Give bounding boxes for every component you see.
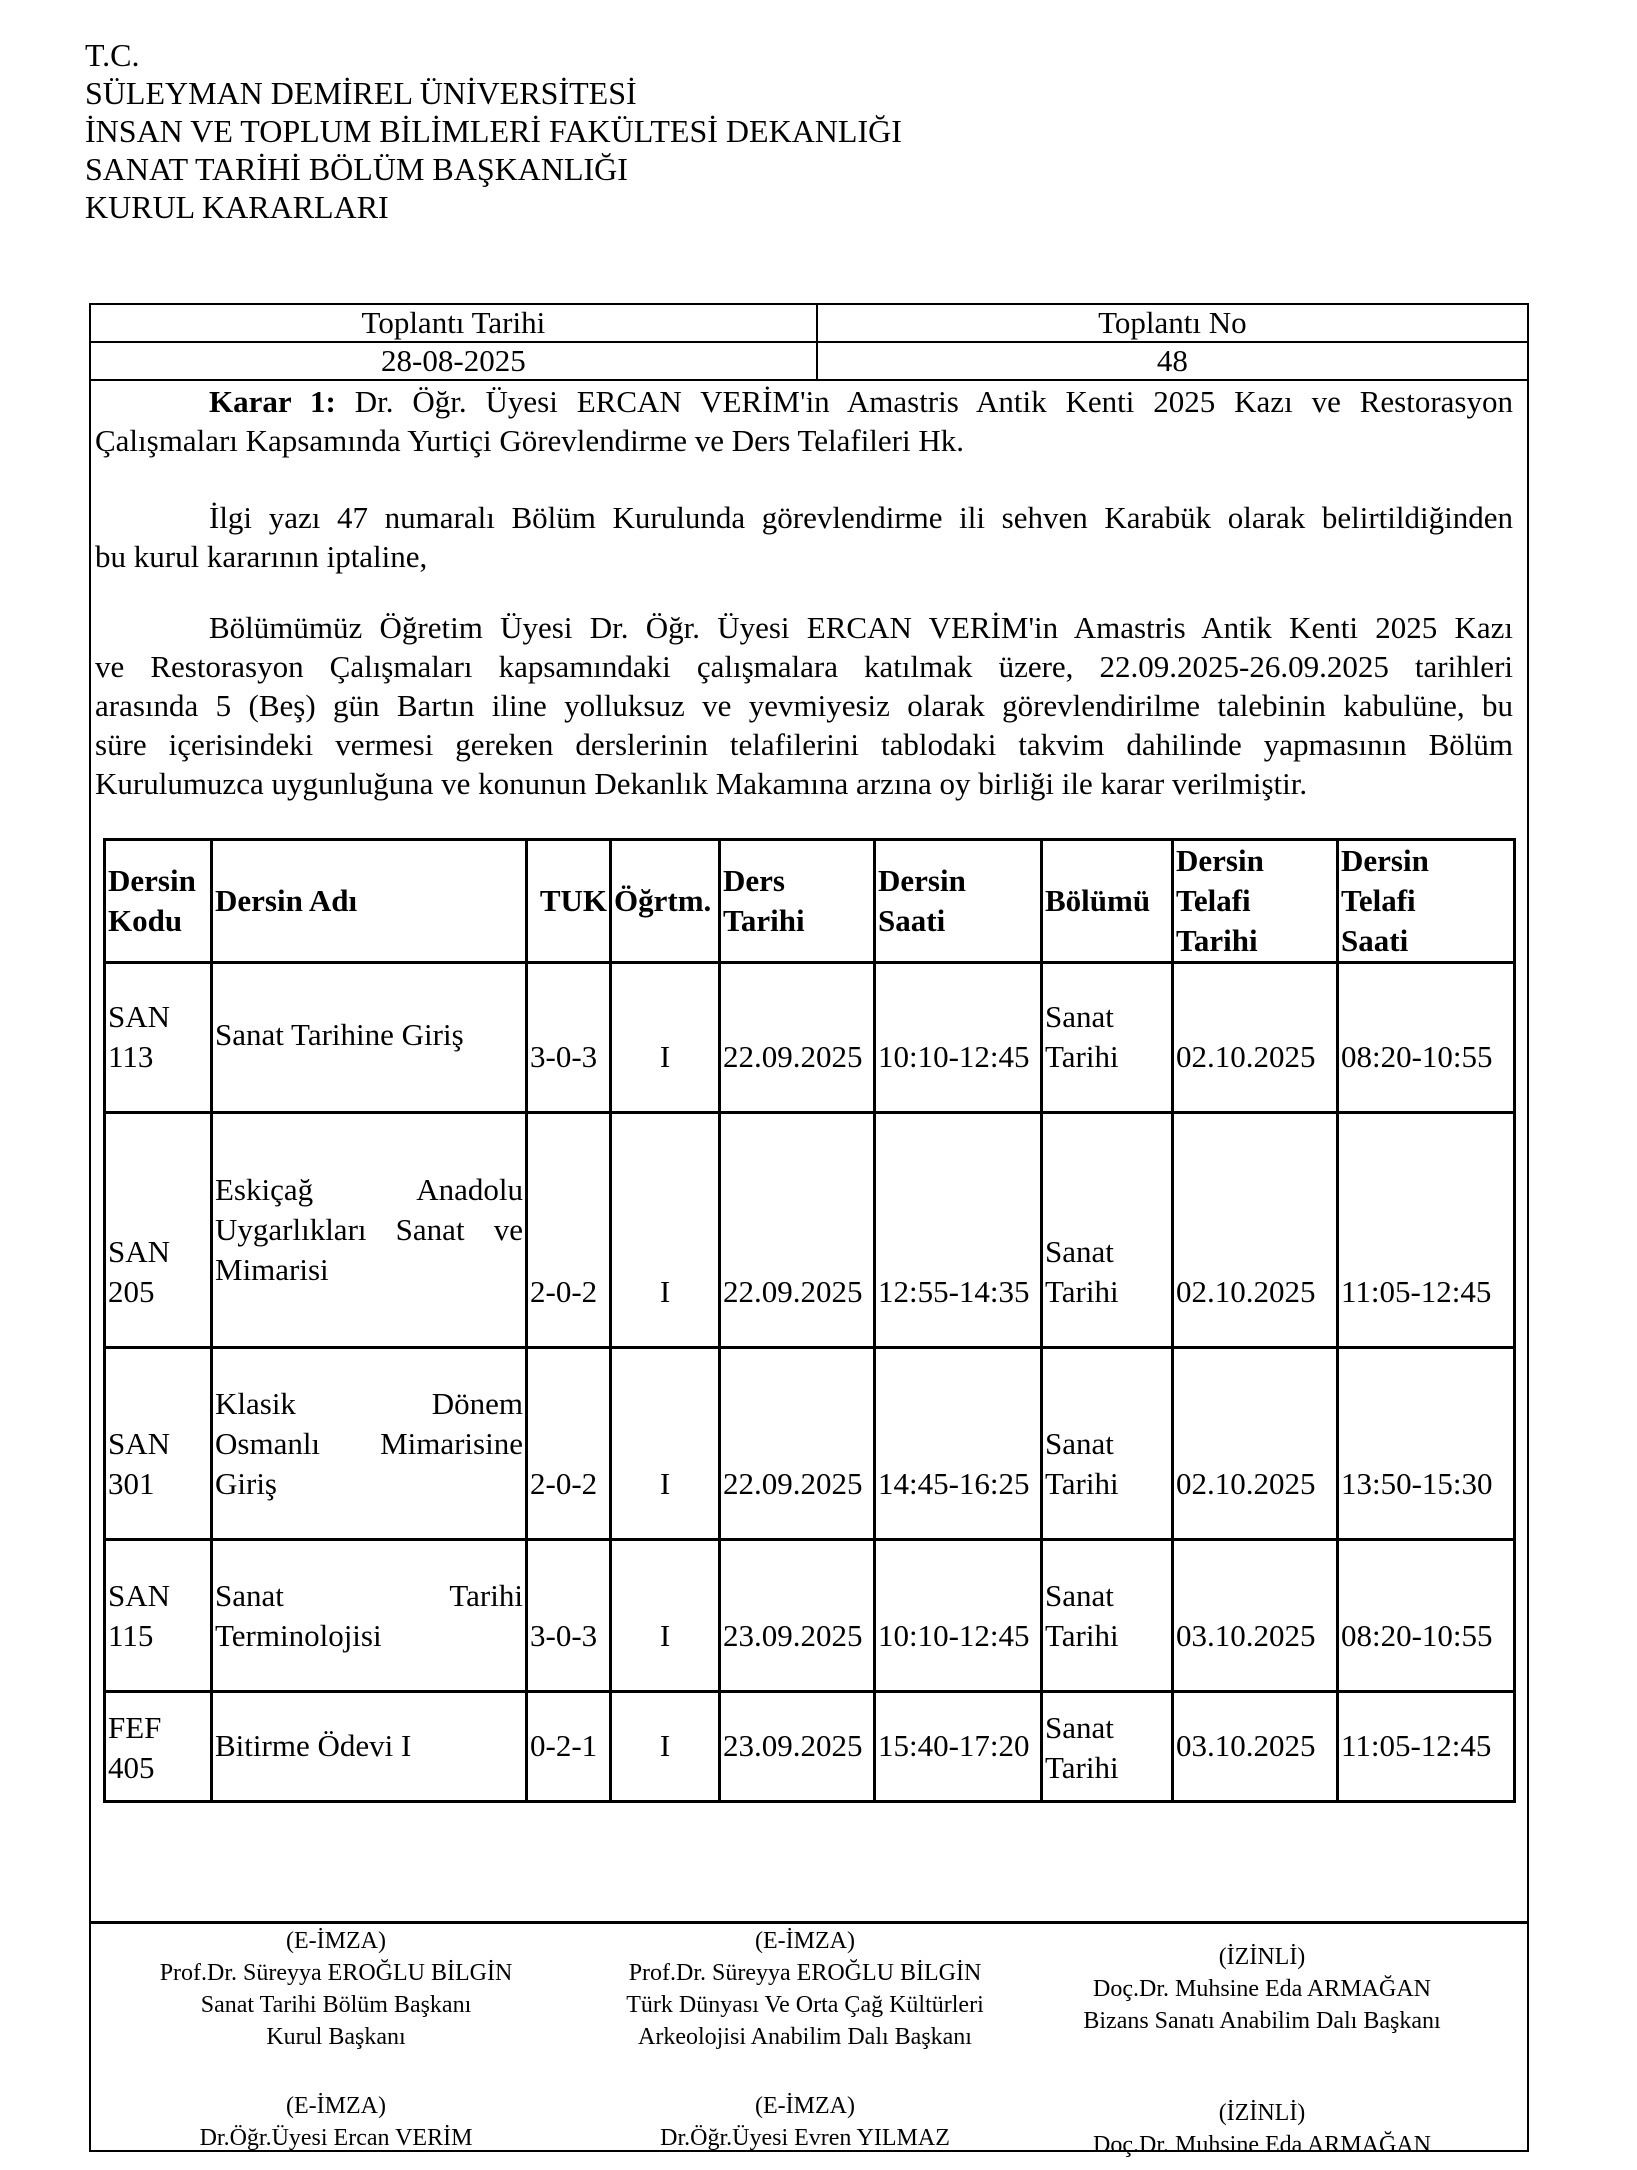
signatory-name: Dr.Öğr.Üyesi Ercan VERİM — [199, 2125, 473, 2151]
cell-tuk: 3-0-3 — [527, 1540, 611, 1692]
column-header-line: Saati — [1341, 923, 1409, 958]
cell-line: Sanat — [1045, 999, 1114, 1034]
column-header-line: Dersin — [878, 863, 966, 898]
paragraph-line: arasında 5 (Beş) gün Bartın iline yolluksuz ve yevmiyesiz olarak görevlendirilme talebinin kabulüne, bu — [95, 688, 1513, 723]
column-header-line: TUK — [539, 883, 607, 918]
table-row — [105, 1348, 1515, 1540]
course-makeup-table — [103, 838, 1516, 1803]
cell-line: Osmanlı Mimarisine — [215, 1426, 523, 1461]
cell-line: Sanat — [1045, 1578, 1114, 1613]
signatory-name: Dr.Öğr.Üyesi Evren YILMAZ — [660, 2125, 950, 2151]
column-header-line: Öğrtm. — [614, 883, 712, 918]
column-header-ders-saati — [875, 840, 1042, 963]
cell-ogrtm: I — [611, 1692, 720, 1802]
cell-line: SAN — [108, 1426, 171, 1461]
decision-title-text: Dr. Öğr. Üyesi ERCAN VERİM'in Amastris Antik Kenti 2025 Kazı ve Restorasyon — [335, 384, 1513, 419]
cell-telafi-tarihi: 03.10.2025 — [1173, 1692, 1338, 1802]
signatory-title: Sanat Tarihi Bölüm Başkanı — [200, 1992, 472, 2018]
paragraph-line — [95, 382, 1513, 421]
cell-bolum — [1042, 963, 1173, 1113]
cell-line: Sanat Tarihine Giriş — [215, 1017, 464, 1052]
paragraph-line: Çalışmaları Kapsamında Yurtiçi Görevlendirme ve Ders Telafileri Hk. — [95, 423, 964, 458]
cell-ders-tarihi: 22.09.2025 — [720, 1348, 875, 1540]
column-header-line: Tarihi — [723, 903, 805, 938]
cell-line: Sanat Tarihi — [215, 1578, 523, 1613]
signature-block — [1028, 1941, 1496, 2037]
signature-block — [1028, 2097, 1496, 2161]
cell-line: SAN — [108, 1578, 171, 1613]
meeting-date-value: 28-08-2025 — [90, 342, 817, 380]
table-row — [105, 1692, 1515, 1802]
cell-line: FEF — [108, 1710, 162, 1745]
column-header-name — [212, 840, 527, 963]
signature-block — [90, 2090, 582, 2154]
cell-bolum — [1042, 1540, 1173, 1692]
table-row — [105, 963, 1515, 1113]
meeting-number-label: Toplantı No — [817, 304, 1528, 342]
meeting-info-table — [89, 303, 1529, 381]
signature-block — [582, 1925, 1028, 2053]
column-header-line: Dersin — [1176, 843, 1264, 878]
cell-line: Tarihi — [1045, 1274, 1119, 1309]
column-header-line: Saati — [878, 903, 946, 938]
cell-ders-saati: 10:10-12:45 — [875, 963, 1042, 1113]
cell-line: Eskiçağ Anadolu — [215, 1172, 523, 1207]
paragraph-line: Kurulumuzca uygunluğuna ve konunun Dekanlık Makamına arzına oy birliği ile karar verilmiştir. — [95, 766, 1308, 801]
cell-telafi-tarihi: 03.10.2025 — [1173, 1540, 1338, 1692]
cell-line: Terminolojisi — [215, 1618, 382, 1653]
cell-ders-saati: 14:45-16:25 — [875, 1348, 1042, 1540]
paragraph-line: İlgi yazı 47 numaralı Bölüm Kurulunda görevlendirme ili sehven Karabük olarak belirtildiğinden — [209, 500, 1513, 535]
signatory-name: Doç.Dr. Muhsine Eda ARMAĞAN — [1093, 2132, 1431, 2158]
column-header-telafi-saati — [1338, 840, 1515, 963]
signatory-name: Prof.Dr. Süreyya EROĞLU BİLGİN — [159, 1960, 513, 1986]
column-header-bolum — [1042, 840, 1173, 963]
letterhead-university: SÜLEYMAN DEMİREL ÜNİVERSİTESİ — [85, 75, 637, 111]
signature-status: (E-İMZA) — [755, 2093, 855, 2119]
cell-ogrtm: I — [611, 963, 720, 1113]
cell-tuk: 2-0-2 — [527, 1113, 611, 1348]
cell-code — [105, 1692, 212, 1802]
signatory-name: Doç.Dr. Muhsine Eda ARMAĞAN — [1093, 1976, 1431, 2002]
letterhead-document-type: KURUL KARARLARI — [85, 189, 389, 225]
cell-ogrtm: I — [611, 1348, 720, 1540]
cell-telafi-saati: 08:20-10:55 — [1338, 963, 1515, 1113]
cell-ders-tarihi: 23.09.2025 — [720, 1540, 875, 1692]
assignment-paragraph — [95, 608, 1513, 803]
paragraph-line: bu kurul kararının iptaline, — [95, 539, 428, 574]
cell-line: 301 — [108, 1466, 155, 1501]
cell-tuk: 2-0-2 — [527, 1348, 611, 1540]
cell-ders-tarihi: 22.09.2025 — [720, 1113, 875, 1348]
signature-block — [90, 1925, 582, 2053]
cell-bolum — [1042, 1113, 1173, 1348]
signature-block — [582, 2090, 1028, 2154]
column-header-ogrtm — [611, 840, 720, 963]
column-header-code — [105, 840, 212, 963]
cell-telafi-tarihi: 02.10.2025 — [1173, 1348, 1338, 1540]
column-header-line: Dersin Adı — [215, 883, 358, 918]
signature-separator — [89, 1921, 1529, 1924]
column-header-line: Dersin — [1341, 843, 1429, 878]
cell-line: Sanat — [1045, 1234, 1114, 1269]
table-row — [105, 1113, 1515, 1348]
column-header-line: Ders — [723, 863, 785, 898]
cell-telafi-saati: 11:05-12:45 — [1338, 1692, 1515, 1802]
cell-line: Sanat — [1045, 1426, 1114, 1461]
cell-line: Tarihi — [1045, 1750, 1119, 1785]
column-header-line: Telafi — [1341, 883, 1416, 918]
meeting-number-value: 48 — [817, 342, 1528, 380]
signature-status: (E-İMZA) — [286, 2093, 386, 2119]
paragraph-line: süre içerisindeki vermesi gereken derslerinin telafilerini tablodaki takvim dahilinde yapmasının Bölüm — [95, 727, 1513, 762]
column-header-telafi-tarihi — [1173, 840, 1338, 963]
signatory-role: Kurul Başkanı — [266, 2024, 406, 2050]
paragraph-line: Bölümümüz Öğretim Üyesi Dr. Öğr. Üyesi ERCAN VERİM'in Amastris Antik Kenti 2025 Kazı — [209, 610, 1513, 645]
decision-title-paragraph — [95, 382, 1513, 460]
letterhead-department: SANAT TARİHİ BÖLÜM BAŞKANLIĞI — [85, 151, 628, 187]
signature-status: (E-İMZA) — [755, 1928, 855, 1954]
cell-bolum — [1042, 1692, 1173, 1802]
cell-code — [105, 1348, 212, 1540]
cell-line: Sanat — [1045, 1710, 1114, 1745]
cell-ogrtm: I — [611, 1540, 720, 1692]
cell-line: Tarihi — [1045, 1618, 1119, 1653]
column-header-line: Kodu — [108, 903, 183, 938]
signatory-name: Prof.Dr. Süreyya EROĞLU BİLGİN — [628, 1960, 982, 1986]
paragraph-line: ve Restorasyon Çalışmaları kapsamındaki çalışmalara katılmak üzere, 22.09.2025-26.09.2025 tarihleri — [95, 649, 1513, 684]
cell-code — [105, 963, 212, 1113]
cell-line: Tarihi — [1045, 1039, 1119, 1074]
column-header-line: Telafi — [1176, 883, 1251, 918]
cell-line: Bitirme Ödevi I — [215, 1728, 412, 1763]
cell-bolum — [1042, 1348, 1173, 1540]
cell-line: 115 — [108, 1618, 154, 1653]
cell-code — [105, 1113, 212, 1348]
cell-line: 205 — [108, 1274, 155, 1309]
cell-code — [105, 1540, 212, 1692]
cell-name — [212, 1692, 527, 1802]
signature-status: (İZİNLİ) — [1218, 1944, 1306, 1970]
cell-ders-tarihi: 23.09.2025 — [720, 1692, 875, 1802]
cell-tuk: 0-2-1 — [527, 1692, 611, 1802]
cell-ogrtm: I — [611, 1113, 720, 1348]
column-header-line: Dersin — [108, 863, 196, 898]
column-header-tuk — [527, 840, 611, 963]
column-header-line: Tarihi — [1176, 923, 1258, 958]
cell-ders-saati: 10:10-12:45 — [875, 1540, 1042, 1692]
cell-tuk: 3-0-3 — [527, 963, 611, 1113]
column-header-line: Bölümü — [1045, 883, 1151, 918]
cell-ders-saati: 12:55-14:35 — [875, 1113, 1042, 1348]
cell-name — [212, 1540, 527, 1692]
cell-line: SAN — [108, 1234, 171, 1269]
cell-telafi-saati: 11:05-12:45 — [1338, 1113, 1515, 1348]
signatory-title: Bizans Sanatı Anabilim Dalı Başkanı — [1083, 2008, 1441, 2034]
cell-name — [212, 1348, 527, 1540]
cell-line: 405 — [108, 1750, 155, 1785]
signature-status: (E-İMZA) — [286, 1928, 386, 1954]
table-header-row — [105, 840, 1515, 963]
letterhead-country: T.C. — [85, 37, 140, 73]
cell-telafi-tarihi: 02.10.2025 — [1173, 963, 1338, 1113]
cell-line: Tarihi — [1045, 1466, 1119, 1501]
cell-line: 113 — [108, 1039, 154, 1074]
cell-name — [212, 1113, 527, 1348]
cell-line: Mimarisi — [215, 1252, 329, 1287]
cell-telafi-tarihi: 02.10.2025 — [1173, 1113, 1338, 1348]
decision-title: Karar 1: — [209, 384, 336, 419]
signatory-title: Türk Dünyası Ve Orta Çağ Kültürleri — [626, 1992, 984, 2018]
cell-ders-tarihi: 22.09.2025 — [720, 963, 875, 1113]
signatory-role: Arkeolojisi Anabilim Dalı Başkanı — [638, 2024, 972, 2050]
cell-line: Klasik Dönem — [215, 1386, 523, 1421]
cell-line: Giriş — [215, 1466, 277, 1501]
cell-ders-saati: 15:40-17:20 — [875, 1692, 1042, 1802]
signature-status: (İZİNLİ) — [1218, 2100, 1306, 2126]
letterhead — [85, 36, 902, 226]
cell-telafi-saati: 13:50-15:30 — [1338, 1348, 1515, 1540]
cell-line: Uygarlıkları Sanat ve — [215, 1212, 523, 1247]
table-row — [105, 1540, 1515, 1692]
column-header-ders-tarihi — [720, 840, 875, 963]
cell-line: SAN — [108, 999, 171, 1034]
letterhead-faculty: İNSAN VE TOPLUM BİLİMLERİ FAKÜLTESİ DEKANLIĞI — [85, 113, 902, 149]
meeting-date-label: Toplantı Tarihi — [90, 304, 817, 342]
cancellation-paragraph — [95, 498, 1513, 576]
cell-name — [212, 963, 527, 1113]
cell-telafi-saati: 08:20-10:55 — [1338, 1540, 1515, 1692]
